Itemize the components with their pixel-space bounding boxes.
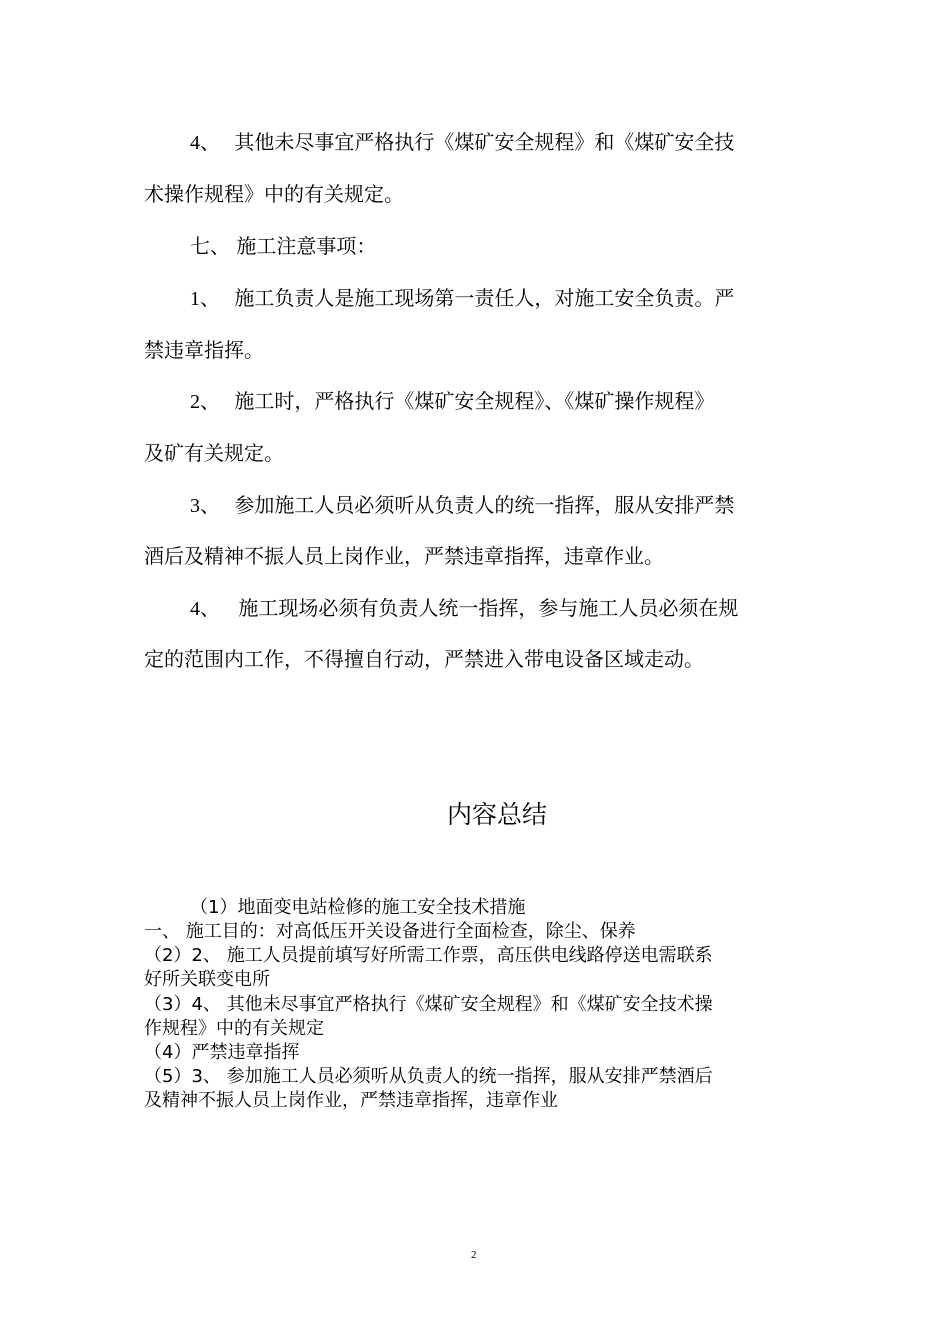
item-number: 4、 [190,132,220,154]
body-text: 术操作规程》中的有关规定。 [144,182,404,206]
body-line-5 [144,334,264,363]
summary-line: 好所关联变电所 [144,969,270,990]
body-line-11 [144,643,704,672]
body-line-1 [190,126,734,155]
item-number: 1、 [190,288,220,310]
body-text: 施工时，严格执行《煤矿安全规程》、《煤矿操作规程》 [234,389,715,413]
body-text: 酒后及精神不振人员上岗作业，严禁违章指挥，违章作业。 [144,544,664,568]
body-text: 定的范围内工作，不得擅自行动，严禁进入带电设备区域走动。 [144,647,704,671]
section-heading [190,230,376,259]
body-text: 其他未尽事宜严格执行《煤矿安全规程》和《煤矿安全技 [234,130,735,154]
summary-line: （1）地面变电站检修的施工安全技术措施 [190,897,526,918]
item-number: 4、 [190,598,220,620]
page-number: 2 [471,1249,477,1261]
body-line-4 [190,282,734,311]
item-number: 3、 [190,495,220,517]
body-line-9 [144,540,664,569]
body-line-8 [190,489,734,518]
summary-line: 作规程》中的有关规定 [144,1018,324,1039]
summary-line: （5）3、 参加施工人员必须听从负责人的统一指挥，服从安排严禁酒后 [144,1066,713,1087]
summary-line: 及精神不振人员上岗作业，严禁违章指挥，违章作业 [144,1090,558,1111]
summary-line: （2）2、 施工人员提前填写好所需工作票，高压供电线路停送电需联系 [144,945,713,966]
body-line-6 [190,385,714,414]
body-line-7 [144,437,284,466]
item-number: 2、 [190,391,220,413]
section-heading-text: 七、 施工注意事项： [190,234,377,258]
summary-line: （4）严禁违章指挥 [144,1042,300,1063]
body-text: 施工负责人是施工现场第一责任人，对施工安全负责。严 [234,286,735,310]
summary-title: 内容总结 [447,800,548,829]
body-line-2 [144,178,404,207]
summary-line: （3）4、 其他未尽事宜严格执行《煤矿安全规程》和《煤矿安全技术操 [144,994,713,1015]
body-text: 禁违章指挥。 [144,338,264,362]
body-text: 参加施工人员必须听从负责人的统一指挥，服从安排严禁 [234,493,735,517]
body-line-10 [190,592,738,621]
body-text: 施工现场必须有负责人统一指挥，参与施工人员必须在规 [238,596,739,620]
summary-line: 一、 施工目的：对高低压开关设备进行全面检查，除尘、保养 [144,921,636,942]
body-text: 及矿有关规定。 [144,441,284,465]
